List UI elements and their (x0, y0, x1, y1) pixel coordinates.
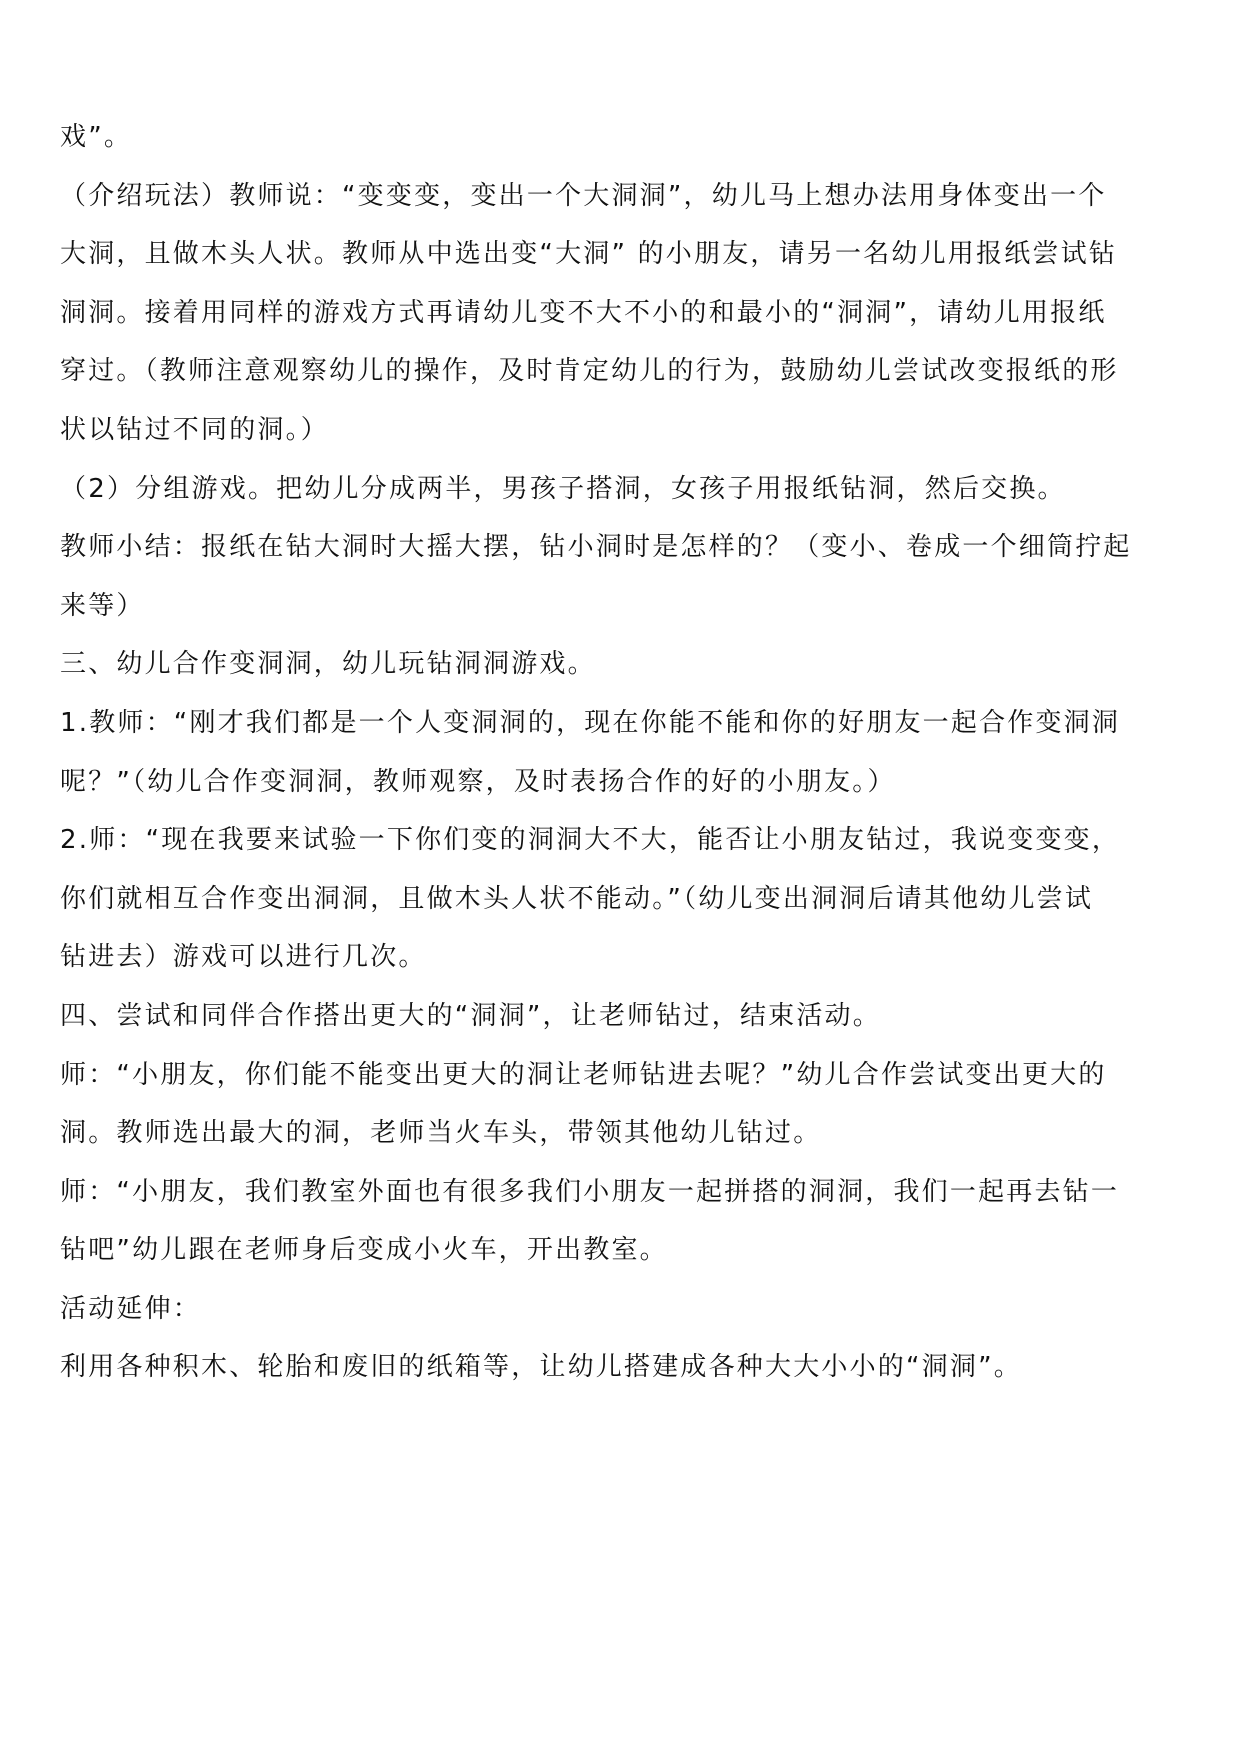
section-heading: 四、尝试和同伴合作搭出更大的“洞洞”，让老师钻过，结束活动。 (60, 1000, 881, 1031)
text-line: 1.教师：“刚才我们都是一个人变洞洞的，现在你能不能和你的好朋友一起合作变洞洞 (60, 707, 1121, 738)
text-line: 教师小结：报纸在钻大洞时大摇大摆，钻小洞时是怎样的？（变小、卷成一个细筒拧起 (60, 532, 1132, 563)
text-line: 洞。教师选出最大的洞，老师当火车头，带领其他幼儿钻过。 (60, 1118, 822, 1149)
text-line: 钻进去）游戏可以进行几次。 (60, 942, 427, 973)
text-line: 穿过。（教师注意观察幼儿的操作，及时肯定幼儿的行为，鼓励幼儿尝试改变报纸的形 (60, 356, 1119, 387)
text-line: 戏”。 (60, 122, 133, 152)
text-line: 来等） (60, 590, 145, 621)
text-line: 呢？”（幼儿合作变洞洞，教师观察，及时表扬合作的好的小朋友。） (60, 766, 896, 797)
section-heading: 活动延伸： (60, 1293, 202, 1324)
text-line: 洞洞。接着用同样的游戏方式再请幼儿变不大不小的和最小的“洞洞”，请幼儿用报纸 (60, 297, 1107, 328)
text-line: 利用各种积木、轮胎和废旧的纸箱等，让幼儿搭建成各种大大小小的“洞洞”。 (60, 1352, 1022, 1383)
text-line: 大洞，且做木头人状。教师从中选出变“大洞” 的小朋友，请另一名幼儿用报纸尝试钻 (60, 239, 1118, 270)
text-line: 状以钻过不同的洞。） (60, 414, 330, 445)
text-line: 师：“小朋友，我们教室外面也有很多我们小朋友一起拼搭的洞洞，我们一起再去钻一 (60, 1176, 1120, 1207)
section-heading: 三、幼儿合作变洞洞，幼儿玩钻洞洞游戏。 (60, 649, 596, 680)
text-line: （2）分组游戏。把幼儿分成两半，男孩子搭洞，女孩子用报纸钻洞，然后交换。 (60, 473, 1066, 504)
text-line: 师：“小朋友，你们能不能变出更大的洞让老师钻进去呢？”幼儿合作尝试变出更大的 (60, 1059, 1107, 1090)
text-line: 2.师：“现在我要来试验一下你们变的洞洞大不大，能否让小朋友钻过，我说变变变， (60, 825, 1121, 856)
text-line: （介绍玩法）教师说：“变变变，变出一个大洞洞”，幼儿马上想办法用身体变出一个 (60, 180, 1107, 211)
document-body (60, 108, 1180, 1397)
text-line: 钻吧”幼儿跟在老师身后变成小火车，开出教室。 (60, 1235, 668, 1266)
text-line: 你们就相互合作变出洞洞，且做木头人状不能动。”（幼儿变出洞洞后请其他幼儿尝试 (60, 883, 1094, 914)
